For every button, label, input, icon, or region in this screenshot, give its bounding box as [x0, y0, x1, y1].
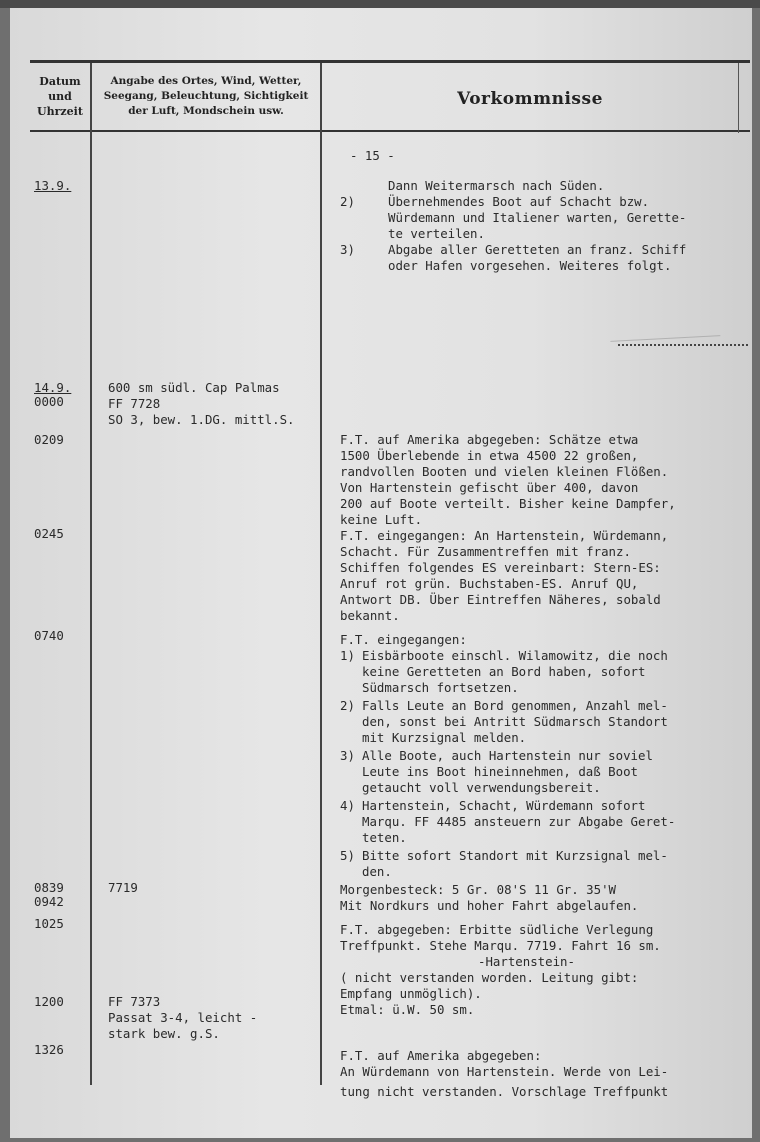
- dotted-separator: [618, 344, 748, 346]
- event-line: F.T. eingegangen: An Hartenstein, Würdemann,: [340, 528, 669, 543]
- time-0740: 0740: [34, 628, 64, 643]
- event-line: Antwort DB. Über Eintreffen Näheres, sobald: [340, 592, 661, 607]
- event-line: Dann Weitermarsch nach Süden.: [388, 178, 605, 193]
- event-line: oder Hafen vorgesehen. Weiteres folgt.: [388, 258, 672, 273]
- item-number: 2): [340, 698, 355, 713]
- column-divider-1: [90, 63, 92, 1085]
- event-line: bekannt.: [340, 608, 400, 623]
- event-line: Etmal: ü.W. 50 sm.: [340, 1002, 475, 1017]
- event-line: -Hartenstein-: [478, 954, 575, 969]
- time-1326: 1326: [34, 1042, 64, 1057]
- event-line: Von Hartenstein gefischt über 400, davon: [340, 480, 639, 495]
- event-line: ( nicht verstanden worden. Leitung gibt:: [340, 970, 639, 985]
- event-line: 1500 Überlebende in etwa 4500 22 großen,: [340, 448, 639, 463]
- event-line: Abgabe aller Geretteten an franz. Schiff: [388, 242, 687, 257]
- event-line: getaucht voll verwendungsbereit.: [362, 780, 601, 795]
- table-top-rule: [30, 60, 750, 63]
- time-0942: 0942: [34, 894, 64, 909]
- date-13-9: 13.9.: [34, 178, 72, 193]
- event-line: An Würdemann von Hartenstein. Werde von Lei-: [340, 1064, 669, 1079]
- event-line: tung nicht verstanden. Vorschlage Treffpunkt: [340, 1084, 669, 1099]
- item-number: 4): [340, 798, 355, 813]
- item-number: 5): [340, 848, 355, 863]
- time-0209: 0209: [34, 432, 64, 447]
- event-line: Leute ins Boot hineinnehmen, daß Boot: [362, 764, 639, 779]
- scan-edge: [0, 0, 760, 8]
- event-line: Marqu. FF 4485 ansteuern zur Abgabe Geret-: [362, 814, 676, 829]
- time-1025: 1025: [34, 916, 64, 931]
- event-line: F.T. abgegeben: Erbitte südliche Verlegung: [340, 922, 654, 937]
- location-line: SO 3, bew. 1.DG. mittl.S.: [108, 412, 295, 427]
- event-line: Südmarsch fortsetzen.: [362, 680, 519, 695]
- event-line: Übernehmendes Boot auf Schacht bzw.: [388, 194, 650, 209]
- log-page: [10, 8, 752, 1138]
- event-line: Anruf rot grün. Buchstaben-ES. Anruf QU,: [340, 576, 639, 591]
- header-location-weather: Angabe des Ortes, Wind, Wetter, Seegang, Beleuchtung, Sichtigkeit der Luft, Mondschein usw.: [103, 75, 309, 117]
- header-events: Vorkommnisse: [457, 89, 603, 109]
- event-line: Würdemann und Italiener warten, Gerette-: [388, 210, 687, 225]
- time-0839: 0839: [34, 880, 64, 895]
- location-line: Passat 3-4, leicht -: [108, 1010, 258, 1025]
- event-line: Schacht. Für Zusammentreffen mit franz.: [340, 544, 631, 559]
- event-line: Morgenbesteck: 5 Gr. 08'S 11 Gr. 35'W: [340, 882, 617, 897]
- event-line: keine Luft.: [340, 512, 423, 527]
- event-line: mit Kurzsignal melden.: [362, 730, 527, 745]
- column-divider-3: [738, 63, 739, 133]
- location-line: FF 7373: [108, 994, 161, 1009]
- location-line: FF 7728: [108, 396, 161, 411]
- time-0245: 0245: [34, 526, 64, 541]
- event-line: Falls Leute an Bord genommen, Anzahl mel-: [362, 698, 668, 713]
- time-1200: 1200: [34, 994, 64, 1009]
- time-0000: 0000: [34, 394, 64, 409]
- event-line: Empfang unmöglich).: [340, 986, 482, 1001]
- event-line: randvollen Booten und vielen kleinen Flößen.: [340, 464, 669, 479]
- item-number: 3): [340, 242, 355, 257]
- event-line: Alle Boote, auch Hartenstein nur soviel: [362, 748, 653, 763]
- item-number: 2): [340, 194, 355, 209]
- signature-scribble: [610, 321, 721, 342]
- event-line: Eisbärboote einschl. Wilamowitz, die noch: [362, 648, 668, 663]
- location-line: stark bew. g.S.: [108, 1026, 220, 1041]
- item-number: 3): [340, 748, 355, 763]
- event-line: Schiffen folgendes ES vereinbart: Stern-ES:: [340, 560, 661, 575]
- event-line: Treffpunkt. Stehe Marqu. 7719. Fahrt 16 sm.: [340, 938, 661, 953]
- event-line: keine Geretteten an Bord haben, sofort: [362, 664, 646, 679]
- column-divider-2: [320, 63, 322, 1085]
- event-line: F.T. auf Amerika abgegeben: Schätze etwa: [340, 432, 639, 447]
- page-number: - 15 -: [350, 148, 395, 163]
- event-line: F.T. auf Amerika abgegeben:: [340, 1048, 542, 1063]
- event-line: Bitte sofort Standort mit Kurzsignal mel-: [362, 848, 668, 863]
- event-line: den.: [362, 864, 392, 879]
- event-line: F.T. eingegangen:: [340, 632, 467, 647]
- header-bottom-rule: [30, 130, 750, 132]
- header-date-time: Datum und Uhrzeit: [37, 75, 83, 118]
- date-14-9: 14.9.: [34, 380, 72, 395]
- event-line: te verteilen.: [388, 226, 485, 241]
- event-line: Mit Nordkurs und hoher Fahrt abgelaufen.: [340, 898, 639, 913]
- location-line: 600 sm südl. Cap Palmas: [108, 380, 280, 395]
- item-number: 1): [340, 648, 355, 663]
- location-line: 7719: [108, 880, 138, 895]
- event-line: teten.: [362, 830, 407, 845]
- event-line: Hartenstein, Schacht, Würdemann sofort: [362, 798, 646, 813]
- event-line: den, sonst bei Antritt Südmarsch Standort: [362, 714, 668, 729]
- event-line: 200 auf Boote verteilt. Bisher keine Dampfer,: [340, 496, 676, 511]
